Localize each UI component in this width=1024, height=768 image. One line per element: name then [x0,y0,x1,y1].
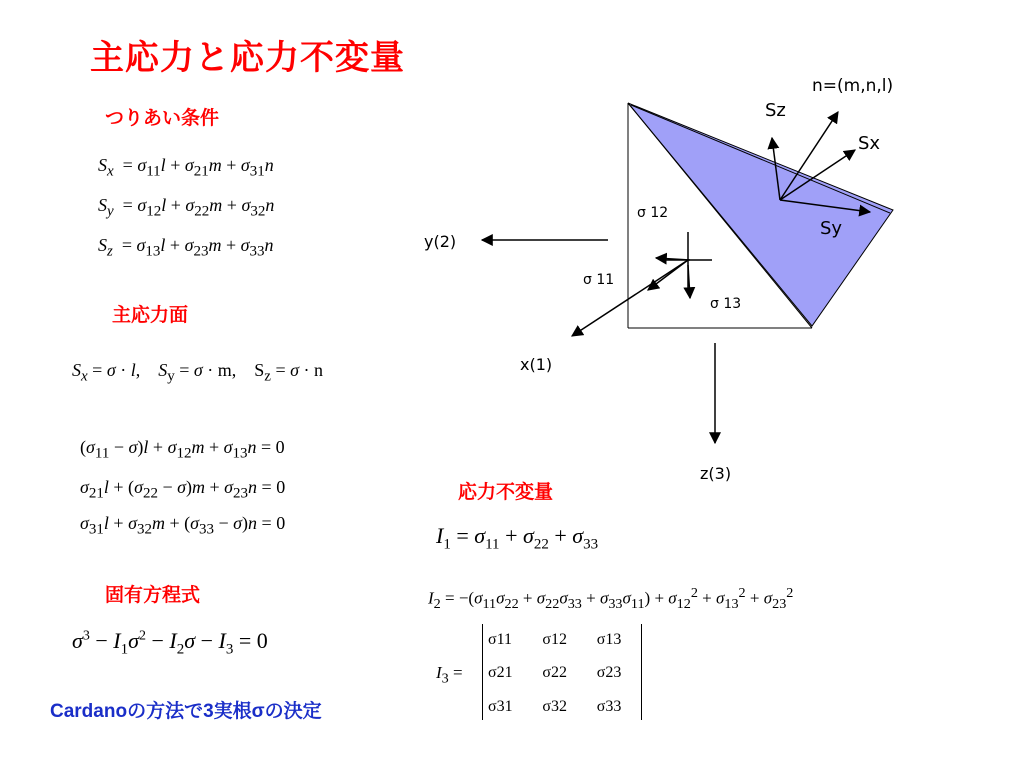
det-cell: σ31 [488,698,513,715]
equation-i1: $I_1 = \sigma_{11} + \sigma_{22} + \sigma_{33}$ [436,523,599,553]
axis-y-label: y(2) [424,232,457,251]
equation-i2: $I_2 = -(\sigma_{11}\sigma_{22} + \sigma_{22}\sigma_{33} + \sigma_{33}\sigma_{11}) + \sigma_{12}^2 + \sigma_{13}^2 + \sigma_{23}^2$ [428,585,794,613]
equation-sx: $S_x = \sigma_{11}l + \sigma_{21}m + \sigma_{31}n$ [98,155,274,180]
page-title: 主応力と応力不変量 [90,38,405,78]
sigma11-arrow [648,260,688,290]
det-cell: σ11 [488,631,513,648]
sigma11-label: σ 11 [583,272,615,288]
equation-row3: $\sigma_{31}l + \sigma_{32}m + (\sigma_{33} - \sigma)n = 0$ [80,513,286,538]
equation-principal: $S_x = \sigma \cdot l$, $S_y = \sigma \cdot m$, $S_z = \sigma \cdot n$ [72,360,324,385]
det-cell: σ12 [542,631,567,648]
equation-sz: $S_z = \sigma_{13}l + \sigma_{23}m + \sigma_{33}n$ [98,235,274,260]
equation-row1: $(\sigma_{11} - \sigma)l + \sigma_{12}m + \sigma_{13}n = 0$ [80,437,285,462]
axis-z-label: z(3) [700,464,732,483]
det-cell: σ33 [596,698,622,715]
sigma13-arrow [688,265,690,298]
det-cell: σ13 [596,631,622,648]
det-cell: σ22 [542,664,567,681]
sigma13-label: σ 13 [710,296,742,312]
invariants-heading: 応力不変量 [458,481,554,503]
equilibrium-heading: つりあい条件 [105,107,220,129]
axis-x-label: x(1) [520,355,553,374]
cardano-note: Cardanoの方法で3実根σの決定 [50,701,322,722]
det-cell: σ32 [542,698,567,715]
characteristic-heading: 固有方程式 [105,584,201,606]
det-cell: σ21 [488,664,513,681]
sx-label: Sx [858,133,881,154]
sz-label: Sz [765,100,786,121]
equation-i3-label: $I_3$ = [436,663,463,687]
equation-characteristic: $\sigma^3 - I_1\sigma^2 - I_2\sigma - I_3 = 0$ [72,628,268,658]
det-cell: σ23 [596,664,622,681]
normal-vector-label: n=(m,n,l) [812,76,894,96]
sigma12-arrow [656,258,690,260]
sy-label: Sy [820,218,843,239]
equation-row2: $\sigma_{21}l + (\sigma_{22} - \sigma)m + \sigma_{23}n = 0$ [80,477,286,502]
equation-sy: $S_y = \sigma_{12}l + \sigma_{22}m + \sigma_{32}n$ [98,195,275,220]
sigma12-label: σ 12 [637,205,669,221]
principal-plane-heading: 主応力面 [112,304,189,326]
